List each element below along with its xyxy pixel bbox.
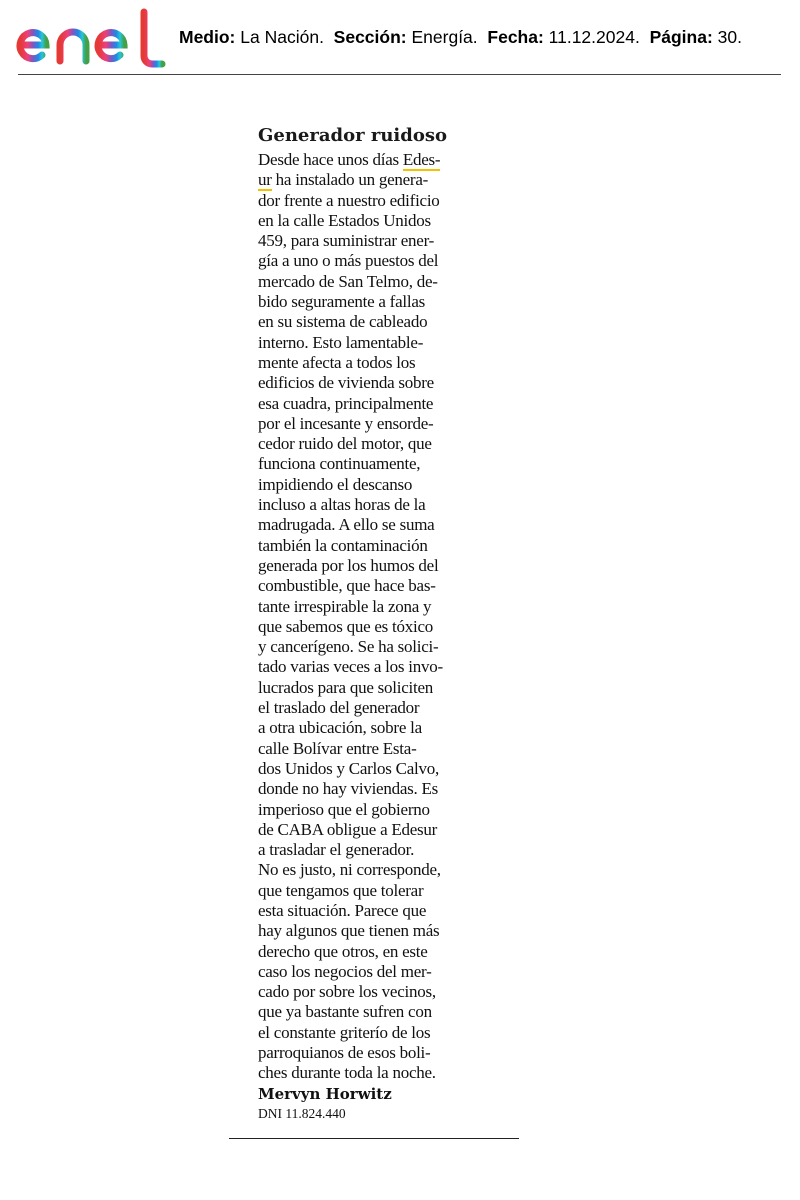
article-line: a otra ubicación, sobre la [258, 718, 422, 738]
fecha-value: 11.12.2024. [548, 27, 640, 47]
article-line: lucrados para que soliciten [258, 677, 433, 697]
seccion-value: Energía. [411, 27, 478, 47]
article-line: por el incesante y ensorde- [258, 413, 434, 433]
article-line: interno. Esto lamentable- [258, 332, 424, 352]
article-line: madrugada. A ello se suma [258, 515, 435, 535]
article-line: generada por los humos del [258, 555, 439, 575]
article-line: edificios de vivienda sobre [258, 373, 434, 393]
article-line: funciona continuamente, [258, 454, 421, 474]
article-line: a trasladar el generador. [258, 840, 415, 860]
article-line: que tengamos que tolerar [258, 880, 424, 900]
article-line: No es justo, ni corresponde, [258, 860, 441, 880]
header-divider [18, 74, 781, 75]
article-line: mercado de San Telmo, de- [258, 271, 438, 291]
pagina-label: Página: [649, 27, 713, 47]
article-line: cedor ruido del motor, que [258, 434, 432, 454]
article-line: parroquianos de esos boli- [258, 1043, 431, 1063]
article-line: gía a uno o más puestos del [258, 251, 439, 271]
article-line: dos Unidos y Carlos Calvo, [258, 758, 439, 778]
article-line: en la calle Estados Unidos [258, 210, 431, 230]
article-clipping [258, 124, 480, 1124]
article-line: calle Bolívar entre Esta- [258, 738, 417, 758]
article-line: caso los negocios del mer- [258, 961, 432, 981]
highlighted-word: Edes- [402, 150, 441, 169]
article-line: donde no hay viviendas. Es [258, 779, 438, 799]
article-line: esta situación. Parece que [258, 900, 427, 920]
article-line: tante irrespirable la zona y [258, 596, 432, 616]
article-line: tado varias veces a los invo- [258, 657, 443, 677]
footer-divider [229, 1138, 519, 1139]
medio-label: Medio: [179, 27, 236, 47]
medio-value: La Nación. [240, 27, 324, 47]
highlighted-word: ur [258, 170, 272, 190]
article-line: también la contaminación [258, 535, 428, 555]
article-line: incluso a altas horas de la [258, 495, 426, 515]
author-dni: DNI 11.824.440 [258, 1105, 346, 1121]
article-line: dor frente a nuestro edificio [258, 190, 440, 210]
article-line: cado por sobre los vecinos, [258, 982, 436, 1002]
article-line: que sabemos que es tóxico [258, 616, 434, 636]
article-author: Mervyn Horwitz [258, 1084, 392, 1103]
article-line: en su sistema de cableado [258, 312, 428, 332]
article-line: que ya bastante sufren con [258, 1002, 432, 1022]
pagina-value: 30. [717, 27, 742, 47]
article-line: el traslado del generador [258, 698, 420, 718]
line-text: ha instalado un genera- [271, 170, 429, 190]
article-line: mente afecta a todos los [258, 352, 416, 372]
article-line: bido seguramente a fallas [258, 292, 425, 312]
article-line: y cancerígeno. Se ha solici- [258, 637, 439, 657]
line-text: Desde hace unos días [258, 150, 403, 169]
enel-logo [16, 8, 170, 70]
article-line: hay algunos que tienen más [258, 921, 440, 941]
article-line: 459, para suministrar ener- [258, 231, 435, 251]
article-body [258, 150, 480, 1084]
article-line: esa cuadra, principalmente [258, 393, 434, 413]
article-line: ches durante toda la noche. [258, 1063, 436, 1083]
article-line: el constante griterío de los [258, 1022, 431, 1042]
article-line: combustible, que hace bas- [258, 576, 436, 596]
article-line: imperioso que el gobierno [258, 799, 430, 819]
fecha-label: Fecha: [487, 27, 544, 47]
clipping-metadata [179, 27, 742, 48]
article-line [258, 170, 480, 190]
article-line [258, 150, 480, 170]
article-line: derecho que otros, en este [258, 941, 428, 961]
seccion-label: Sección: [333, 27, 407, 47]
article-headline: Generador ruidoso [258, 125, 447, 146]
article-line: impidiendo el descanso [258, 474, 413, 494]
article-line: de CABA obligue a Edesur [258, 819, 438, 839]
